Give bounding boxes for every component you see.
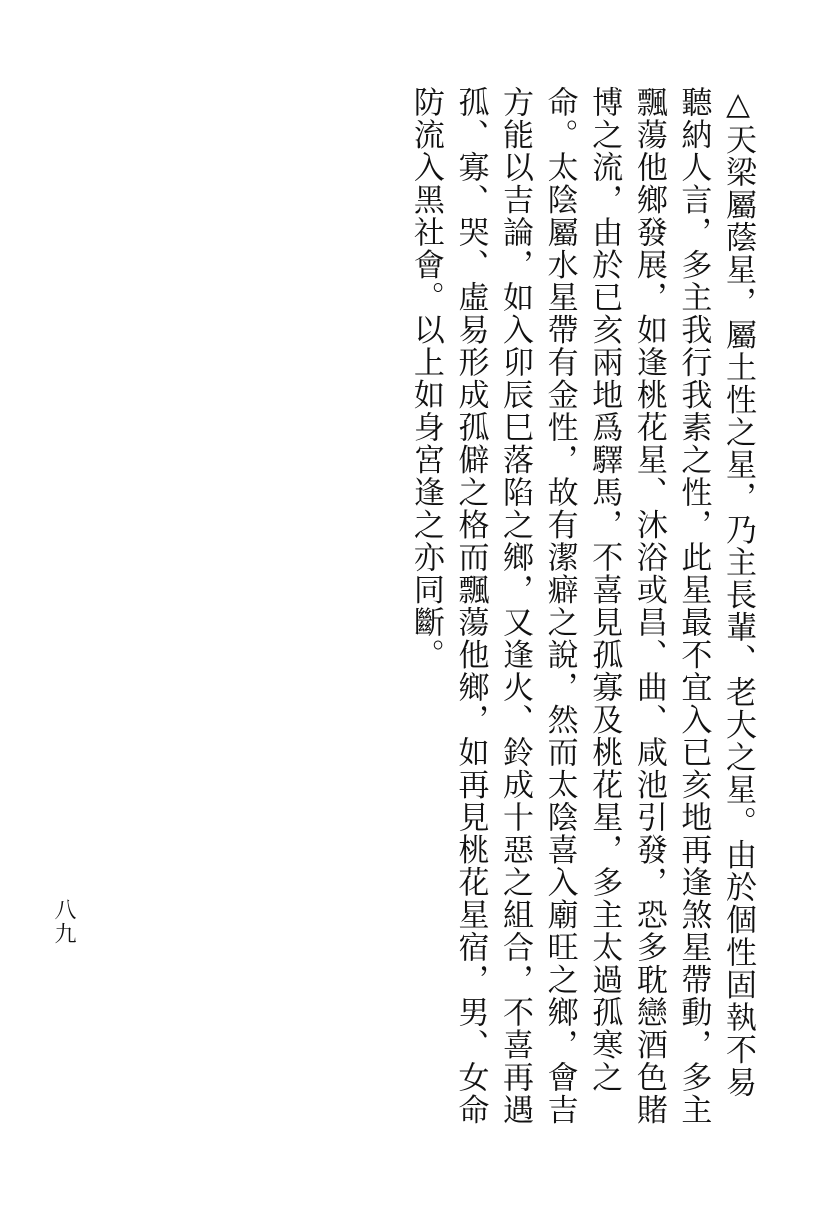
- page-number: 八九: [51, 898, 76, 946]
- vertical-body-text: △天梁屬蔭星，屬土性之星，乃主長輩、老大之星。由於個性固執不易聽納人言，多主我行我素之性，此星最不宜入已亥地再逢煞星帶動，多主飄蕩他鄉發展，如逢桃花星、沐浴或昌、曲、咸池引發，恐多耽戀酒色賭博之流，由於已亥兩地爲驛馬，不喜見孤寡及桃花星，多主太過孤寒之命。太陰屬水星帶有金性，故有潔癖之說，然而太陰喜入廟旺之鄉，會吉方能以吉論，如入卯辰巳落陷之鄉，又逢火、鈴成十惡之組合，不喜再遇孤、寡、哭、虛易形成孤僻之格而飄蕩他鄉，如再見桃花星宿，男、女命防流入黑社會。以上如身宮逢之亦同斷。: [407, 86, 756, 1126]
